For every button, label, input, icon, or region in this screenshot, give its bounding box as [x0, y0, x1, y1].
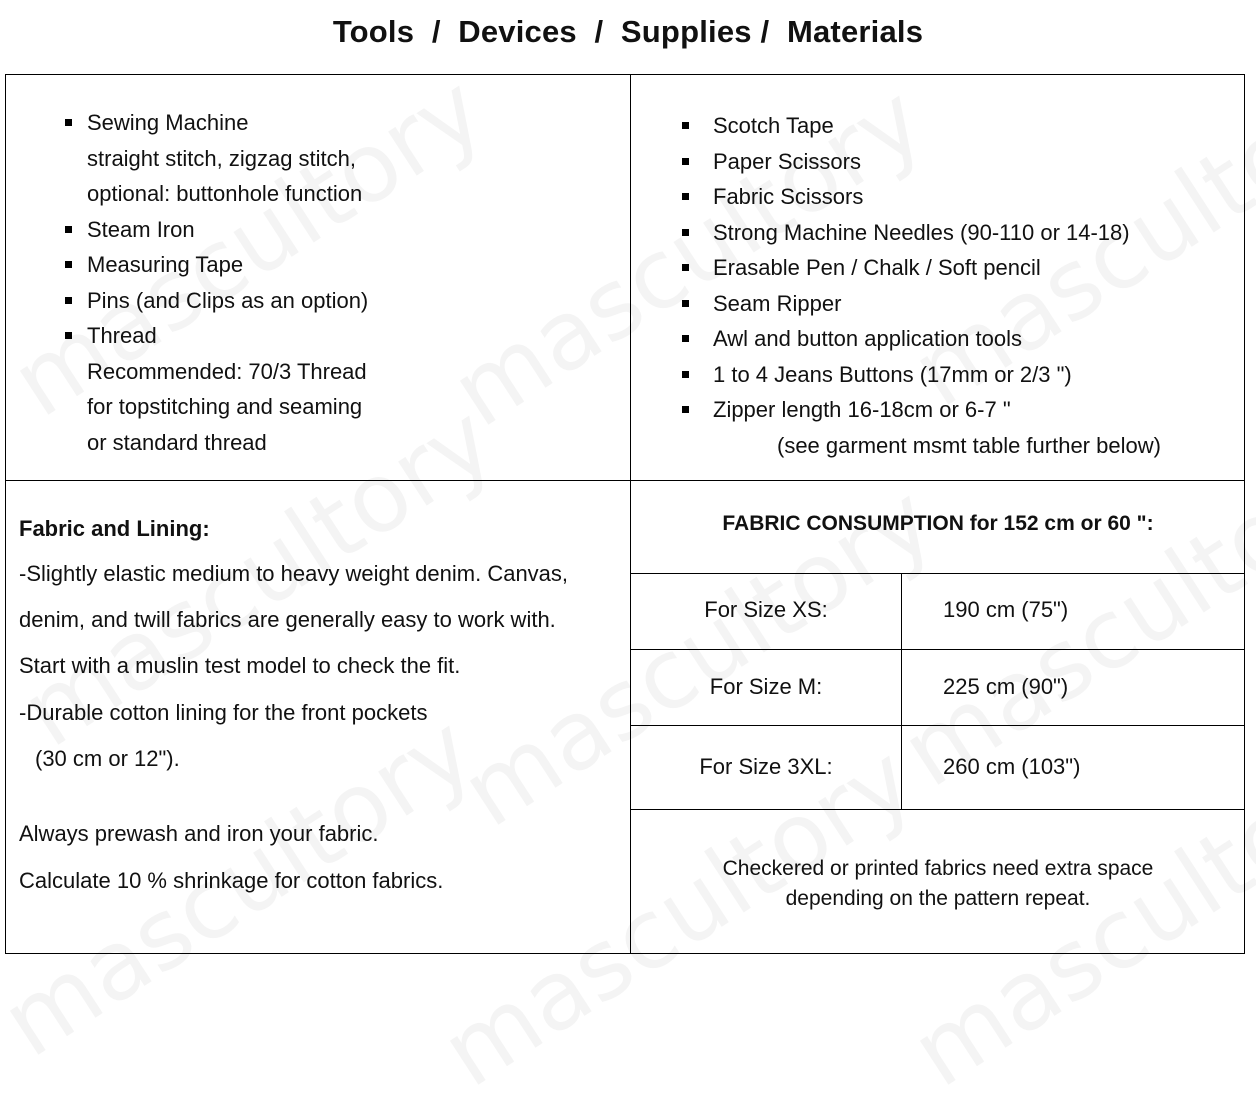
list-item-detail: Recommended: 70/3 Thread — [87, 358, 367, 384]
tools-list-left — [62, 105, 368, 460]
list-item-detail: straight stitch, zigzag stitch, — [87, 145, 356, 171]
bullet-icon — [682, 406, 689, 413]
consumption-divider — [631, 725, 1245, 726]
list-item: Erasable Pen / Chalk / Soft pencil — [680, 250, 1161, 286]
consumption-title: FABRIC CONSUMPTION for 152 cm or 60 ": — [722, 512, 1154, 535]
list-item: Sewing Machine — [62, 105, 368, 141]
list-item-note: (see garment msmt table further below) — [777, 432, 1161, 458]
list-item-detail: or standard thread — [87, 429, 267, 455]
page-title: Tools / Devices / Supplies / Materials — [332, 14, 924, 49]
bullet-icon — [682, 300, 689, 307]
list-item: Zipper length 16-18cm or 6-7 " — [680, 392, 1161, 428]
list-item: Fabric Scissors — [680, 179, 1161, 215]
list-item: Scotch Tape — [680, 108, 1161, 144]
consumption-divider — [631, 809, 1245, 810]
fabric-line: (30 cm or 12"). — [35, 746, 180, 771]
list-item: Thread — [62, 318, 368, 354]
fabric-line: denim, and twill fabrics are generally easy to work with. — [19, 607, 556, 632]
bullet-icon — [682, 371, 689, 378]
size-label: For Size M: — [709, 674, 823, 699]
list-item: 1 to 4 Jeans Buttons (17mm or 2/3 ") — [680, 357, 1161, 393]
bullet-icon — [65, 332, 72, 339]
fabric-line: Calculate 10 % shrinkage for cotton fabrics. — [19, 868, 444, 893]
size-amount: 260 cm (103") — [943, 754, 1081, 779]
list-item: Paper Scissors — [680, 144, 1161, 180]
consumption-note-line: Checkered or printed fabrics need extra space — [722, 857, 1154, 880]
fabric-heading: Fabric and Lining: — [19, 516, 210, 541]
bullet-icon — [682, 158, 689, 165]
consumption-note-line: depending on the pattern repeat. — [785, 887, 1091, 910]
bullet-icon — [65, 119, 72, 126]
size-label: For Size XS: — [704, 597, 828, 622]
bullet-icon — [682, 193, 689, 200]
list-item: Seam Ripper — [680, 286, 1161, 322]
list-item: Pins (and Clips as an option) — [62, 283, 368, 319]
size-amount: 190 cm (75") — [943, 597, 1069, 622]
size-label: For Size 3XL: — [699, 754, 833, 779]
tools-list-right — [680, 108, 1161, 463]
list-item-detail: for topstitching and seaming — [87, 394, 363, 419]
fabric-line: Always prewash and iron your fabric. — [19, 821, 379, 846]
list-item: Steam Iron — [62, 212, 368, 248]
list-item: Awl and button application tools — [680, 321, 1161, 357]
bullet-icon — [65, 297, 72, 304]
bullet-icon — [682, 264, 689, 271]
consumption-note — [631, 854, 1245, 914]
consumption-divider — [631, 649, 1245, 650]
list-item: Strong Machine Needles (90-110 or 14-18) — [680, 215, 1161, 251]
fabric-line: Start with a muslin test model to check the fit. — [19, 653, 461, 678]
bullet-icon — [682, 229, 689, 236]
bullet-icon — [65, 226, 72, 233]
fabric-line: -Slightly elastic medium to heavy weight denim. Canvas, — [19, 561, 569, 586]
row-divider — [5, 480, 1245, 481]
size-amount: 225 cm (90") — [943, 674, 1069, 699]
bullet-icon — [65, 261, 72, 268]
consumption-divider — [631, 573, 1245, 574]
consumption-column-divider — [901, 573, 902, 809]
list-item: Measuring Tape — [62, 247, 368, 283]
bullet-icon — [682, 122, 689, 129]
bullet-icon — [682, 335, 689, 342]
list-item-detail: optional: buttonhole function — [87, 181, 363, 206]
fabric-line: -Durable cotton lining for the front pockets — [19, 700, 428, 725]
